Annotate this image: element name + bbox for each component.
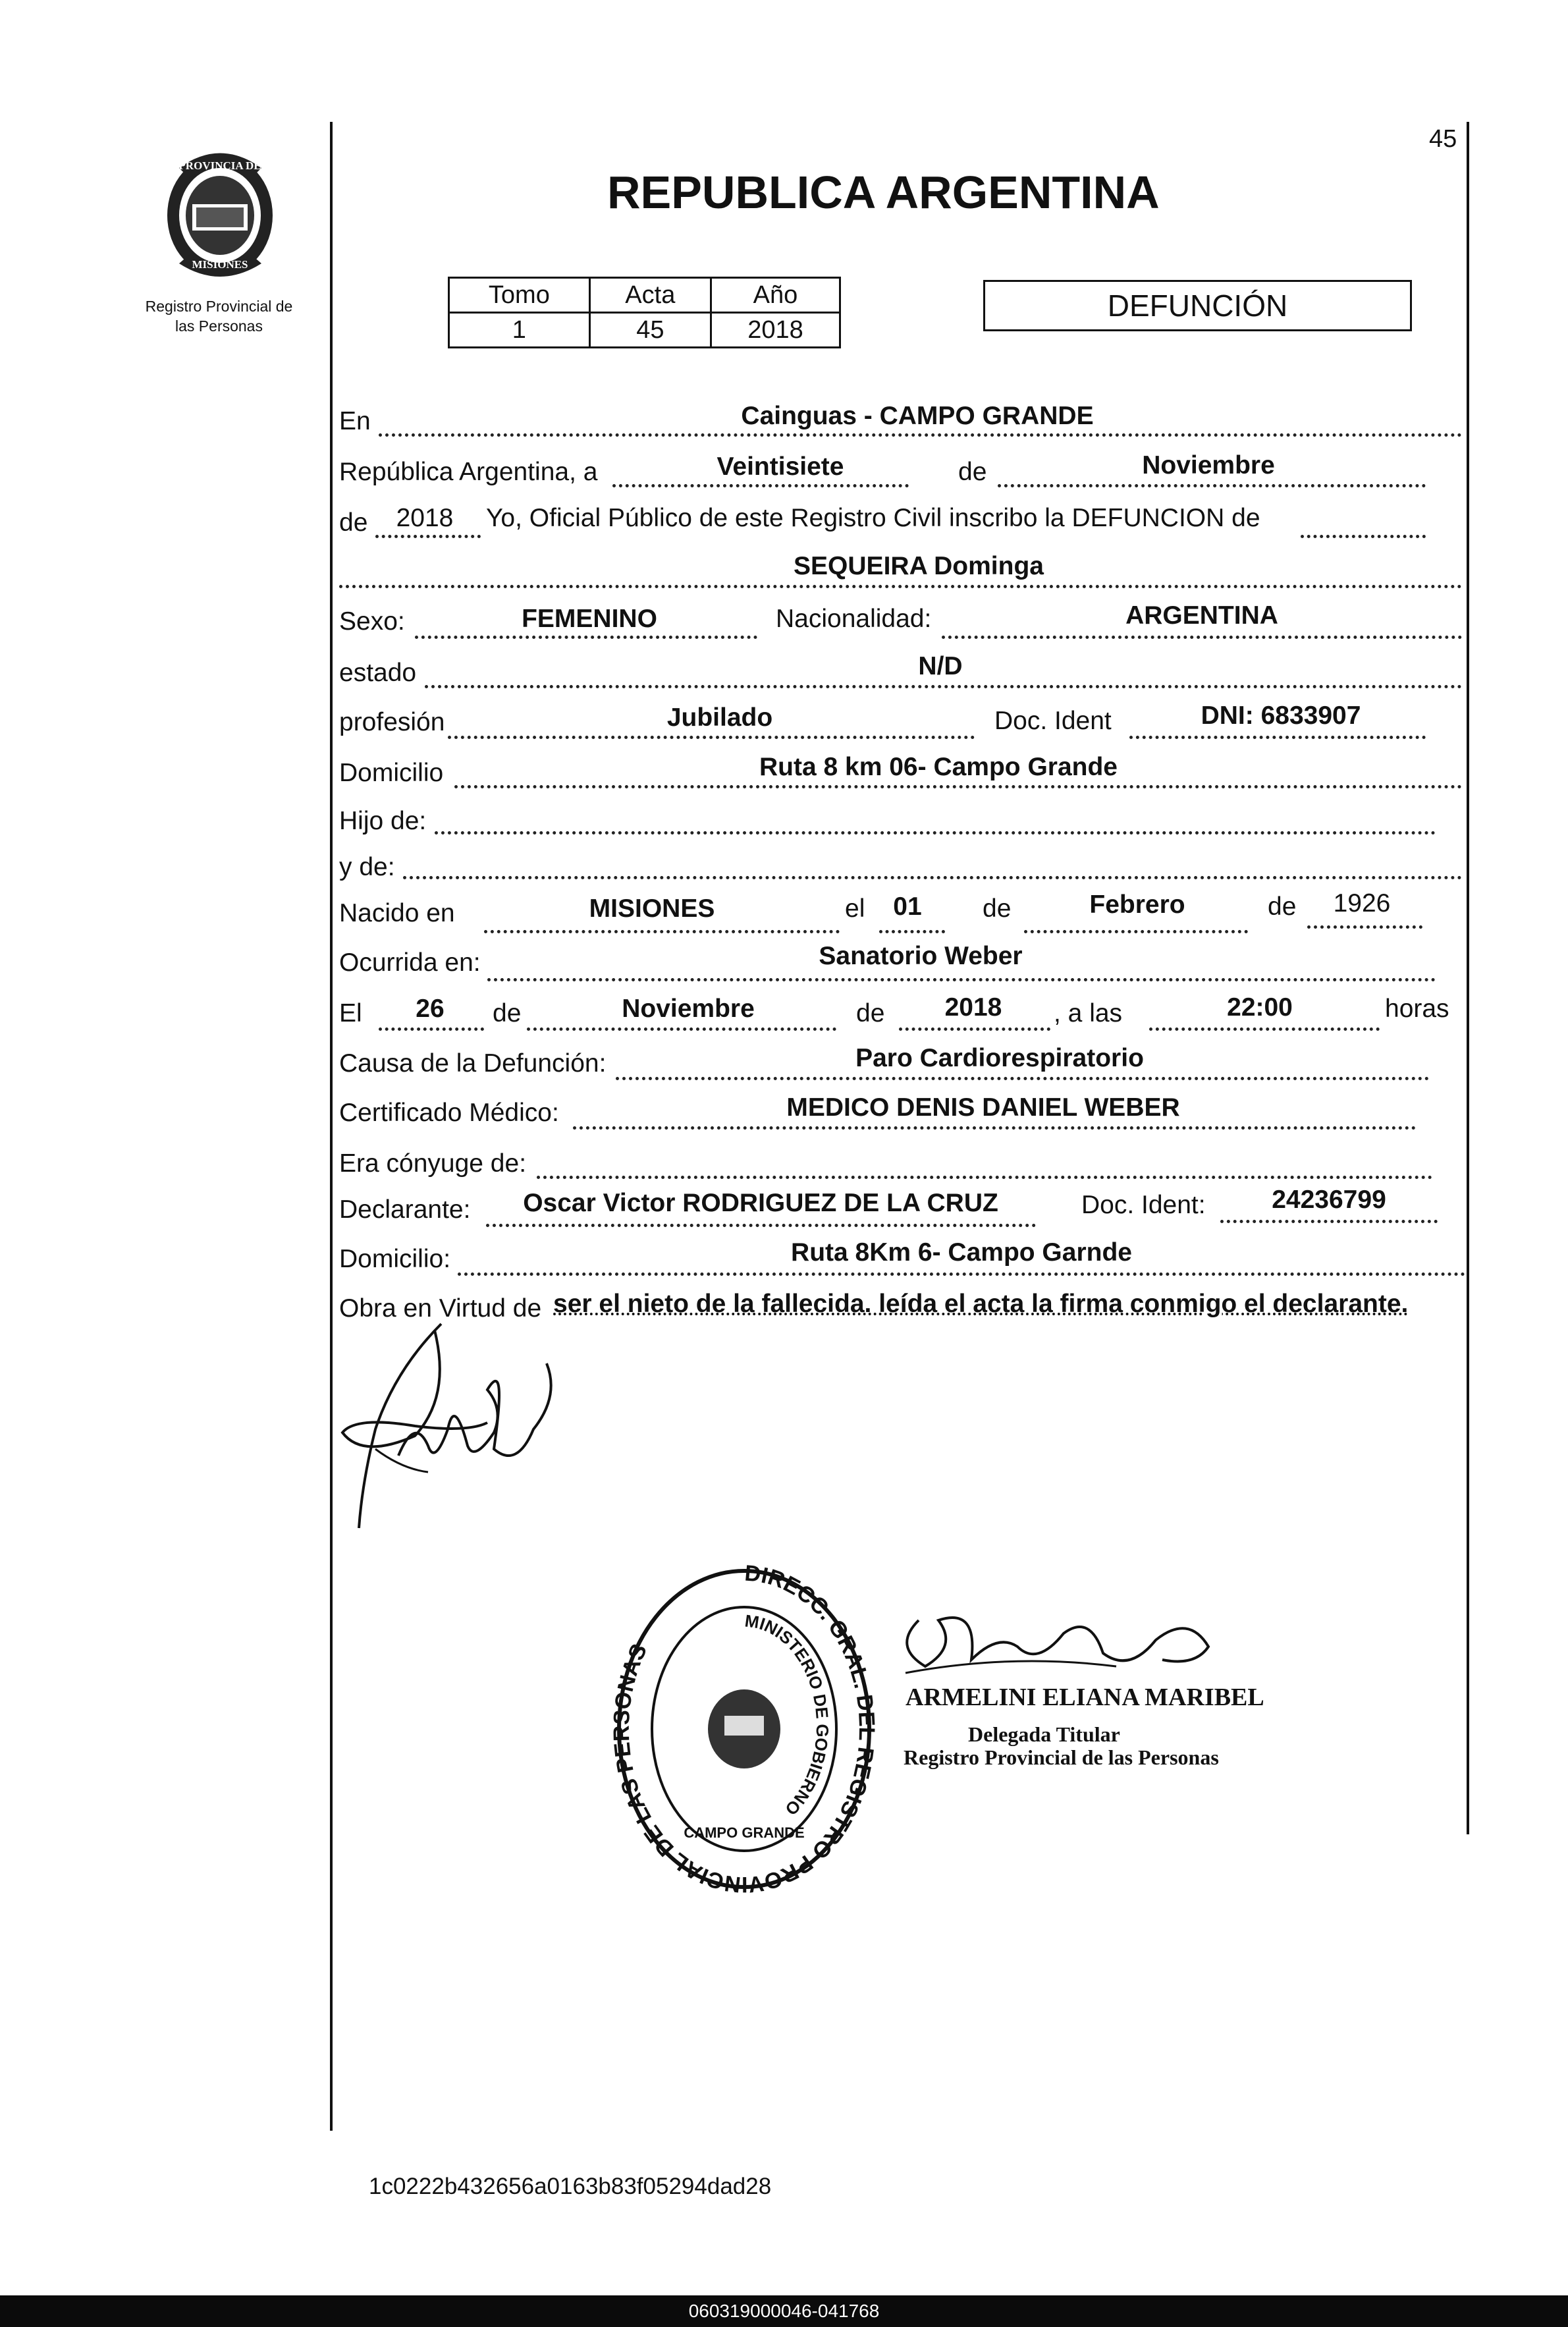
de-label-5: de [493,999,522,1027]
horas-label: horas [1385,995,1449,1023]
name-underline [339,585,1462,588]
profesion-label: profesión [339,708,445,736]
province-logo [153,142,288,283]
day-words-value: Veintisiete [716,452,844,481]
year-underline [375,535,481,538]
table-value-tomo: 1 [449,313,590,348]
logo-caption-line2: las Personas [175,317,263,335]
right-margin-line [1467,122,1469,1834]
de-label-4: de [1268,892,1297,921]
nac-anio-value: 1926 [1333,889,1391,917]
declarante-domicilio-value: Ruta 8Km 6- Campo Garnde [791,1238,1132,1267]
domicilio-label-2: Domicilio: [339,1245,451,1273]
sexo-label: Sexo: [339,607,405,636]
de-label-3: de [983,894,1012,923]
profesion-underline [448,736,975,739]
stamp-outer-text: DIRECC. GRAL. DEL REGISTRO PROVINCIAL DE LAS PERSONAS [609,1561,879,1897]
table-header-anio: Año [711,278,840,313]
ocurrida-value: Sanatorio Weber [819,942,1023,970]
ocurrida-label: Ocurrida en: [339,948,481,977]
estado-label: estado [339,659,417,687]
nacido-lugar-underline [484,930,840,933]
hijo-underline [435,831,1436,835]
declarante-value: Oscar Victor RODRIGUEZ DE LA CRUZ [523,1189,998,1217]
profesion-value: Jubilado [666,703,773,732]
official-office: Registro Provincial de las Personas [904,1745,1219,1769]
ocurrida-underline [487,978,1436,981]
declarante-underline [486,1224,1036,1227]
republica-label: República Argentina, a [339,458,598,486]
table-header-tomo: Tomo [449,278,590,313]
declarante-label: Declarante: [339,1195,471,1224]
nac-mes-underline [1024,930,1248,933]
def-mes-value: Noviembre [622,995,755,1023]
logo-top-text: PROVINCIA DE [178,159,261,172]
declarant-signature [336,1317,586,1541]
sexo-value: FEMENINO [522,605,657,633]
yde-underline [403,876,1462,879]
estado-value: N/D [918,652,963,680]
page-number: 45 [1429,125,1457,153]
day-underline [612,484,909,487]
domicilio-underline [454,785,1462,788]
inscribo-text: Yo, Oficial Público de este Registro Civil inscribo la DEFUNCION de [486,504,1260,532]
obra-label: Obra en Virtud de [339,1294,542,1323]
official-role: Delegada Titular [968,1722,1120,1746]
domicilio-label: Domicilio [339,759,444,787]
left-margin-line [330,122,333,2131]
def-hora-underline [1149,1027,1380,1031]
def-anio-underline [899,1027,1050,1031]
el-label: el [845,894,865,923]
obra-text: ser el nieto de la fallecida. leída el acta la firma conmigo el declarante. [553,1290,1409,1318]
place-value: Cainguas - CAMPO GRANDE [741,402,1094,430]
sexo-underline [415,636,757,639]
en-underline [379,433,1462,437]
month-underline [998,484,1426,487]
domicilio-value: Ruta 8 km 06- Campo Grande [759,753,1118,781]
def-hora-value: 22:00 [1227,993,1293,1022]
nacido-label: Nacido en [339,899,455,927]
registry-table [448,277,841,348]
table-value-anio: 2018 [711,313,840,348]
stamp-bottom-text: CAMPO GRANDE [684,1824,805,1841]
doc-ident-underline [1129,736,1426,739]
nacido-lugar-value: MISIONES [589,894,715,923]
logo-caption-line1: Registro Provincial de [145,298,293,315]
table-value-acta: 45 [589,313,711,348]
inscribo-underline [1301,535,1426,538]
declarante-doc-value: 24236799 [1272,1186,1386,1214]
alas-label: , a las [1054,999,1123,1027]
estado-underline [425,685,1462,688]
def-dia-underline [379,1027,484,1031]
nac-dia-underline [879,930,945,933]
logo-bottom-text: MISIONES [192,258,248,271]
year-value: 2018 [396,504,454,532]
barcode-text: 060319000046-041768 [688,2301,880,2321]
causa-value: Paro Cardiorespiratorio [855,1044,1144,1072]
document-hash: 1c0222b432656a0163b83f05294dad28 [369,2174,772,2199]
act-type-box: DEFUNCIÓN [983,280,1412,331]
conyuge-label: Era cónyuge de: [339,1149,527,1178]
el-label-2: El [339,999,362,1027]
nac-mes-value: Febrero [1089,890,1185,919]
nac-anio-underline [1307,925,1422,929]
causa-underline [616,1077,1429,1080]
declarante-doc-underline [1220,1220,1438,1223]
certificado-value: MEDICO DENIS DANIEL WEBER [786,1093,1180,1122]
official-stamp [609,1561,879,1897]
def-mes-underline [527,1027,836,1031]
hijo-label: Hijo de: [339,807,427,835]
logo-caption [119,296,319,336]
causa-label: Causa de la Defunción: [339,1049,607,1078]
doc-ident-label: Doc. Ident [994,707,1112,735]
en-label: En [339,407,371,435]
stamp-inner-text: MINISTERIO DE GOBIERNO [743,1610,833,1820]
conyuge-underline [537,1176,1432,1179]
nacionalidad-value: ARGENTINA [1125,601,1278,630]
certificado-label: Certificado Médico: [339,1099,559,1127]
deceased-name-value: SEQUEIRA Dominga [794,552,1044,580]
nacionalidad-underline [942,636,1462,639]
month-value: Noviembre [1142,451,1275,479]
doc-ident-label-2: Doc. Ident: [1081,1191,1206,1219]
de-label-2: de [339,508,368,537]
official-name: ARMELINI ELIANA MARIBEL [906,1684,1264,1711]
yde-label: y de: [339,853,395,881]
def-dia-value: 26 [416,995,445,1023]
nacionalidad-label: Nacionalidad: [776,605,932,633]
barcode-footer [0,2295,1568,2327]
def-anio-value: 2018 [944,993,1002,1022]
de-label-6: de [856,999,885,1027]
certificado-underline [573,1126,1416,1130]
declarante-domicilio-underline [458,1273,1465,1276]
table-header-acta: Acta [589,278,711,313]
doc-ident-value: DNI: 6833907 [1201,701,1361,730]
nac-dia-value: 01 [893,892,922,921]
de-label-1: de [958,458,987,486]
page-title: REPUBLICA ARGENTINA [607,167,1160,218]
